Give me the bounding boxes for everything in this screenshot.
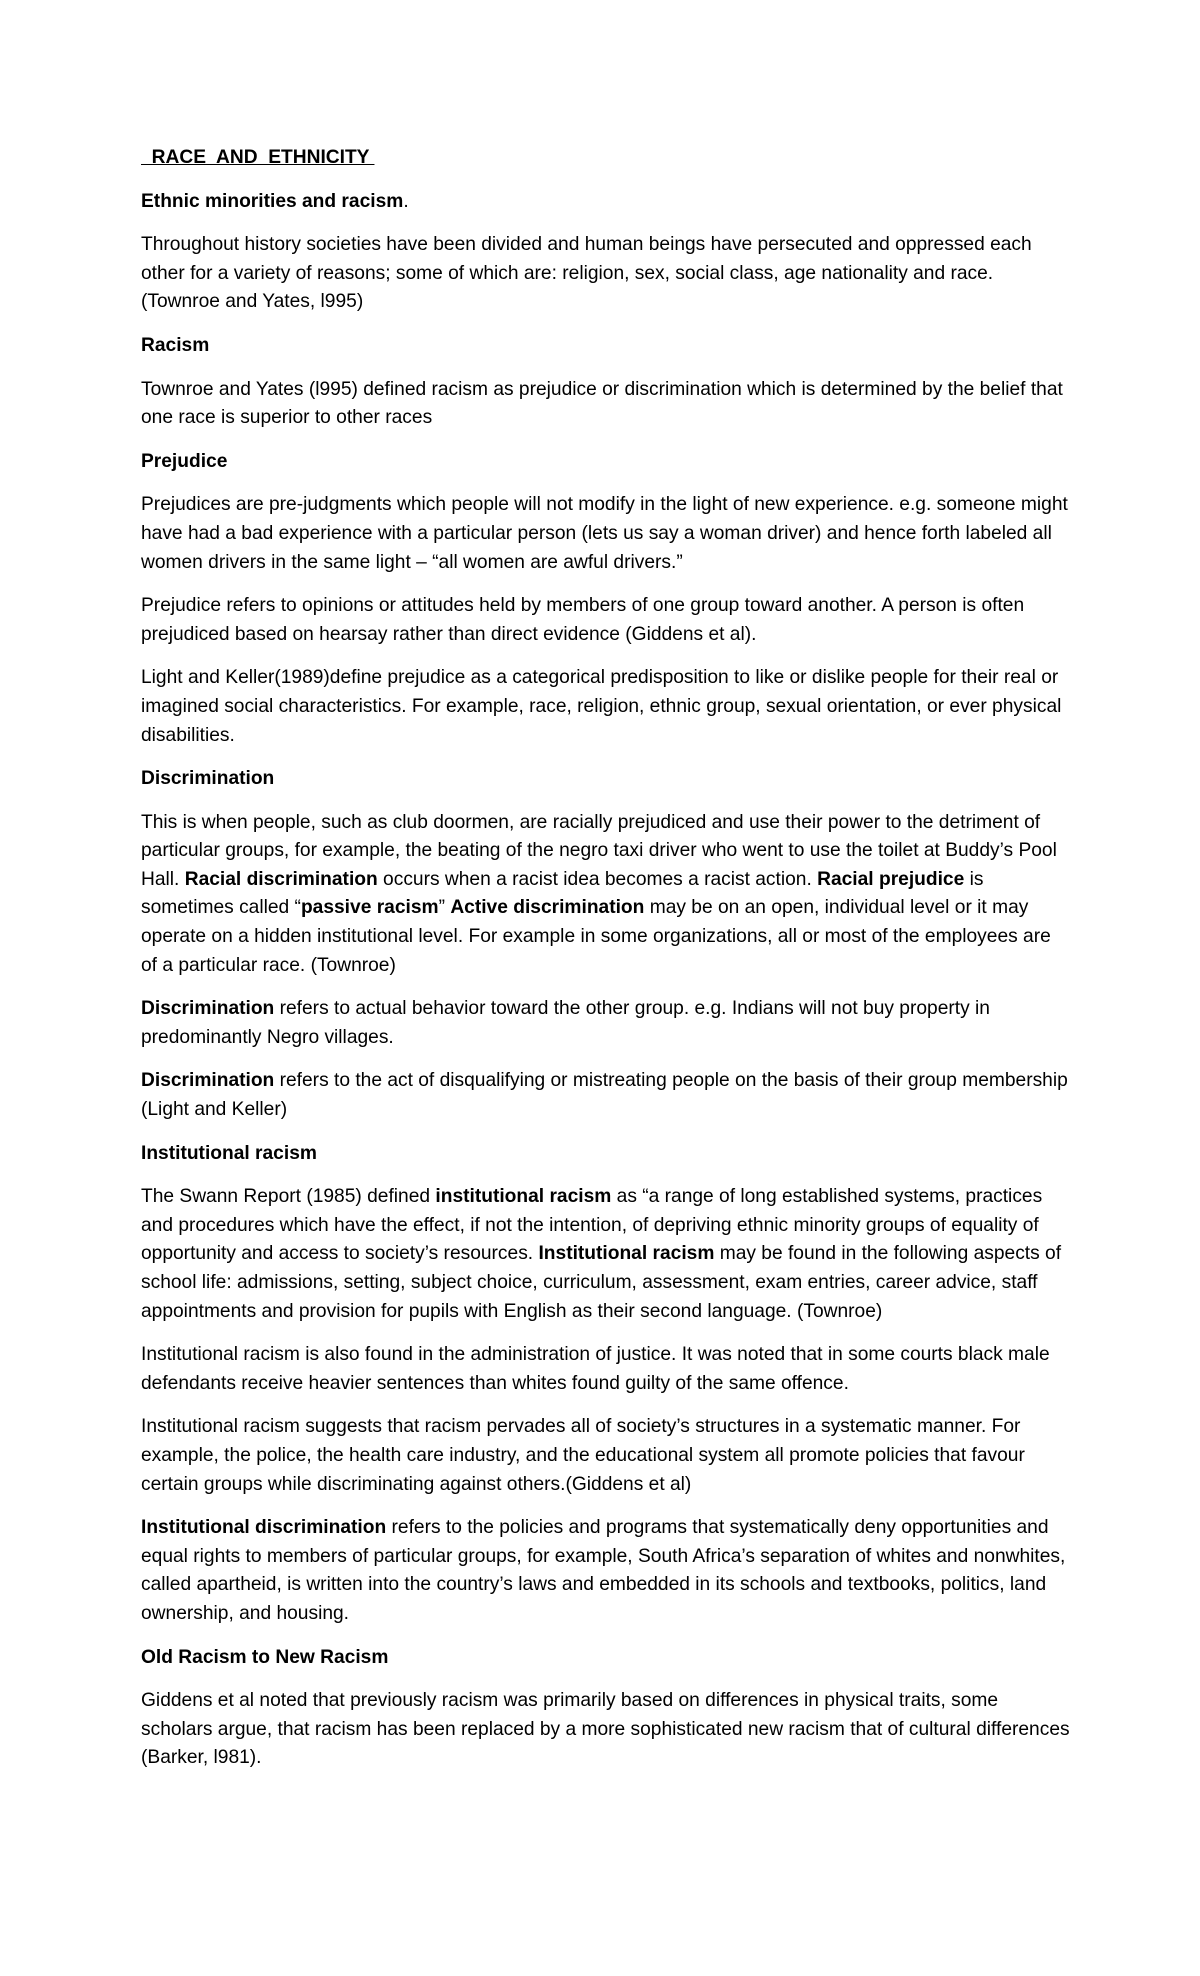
paragraph-prejudice-3: Light and Keller(1989)define prejudice as a categorical predisposition to like or dislike people for their real or imagined social characteristics. For example, race, religion, ethnic group, sexual orientation, or ever physical disabilities. [141,667,1062,746]
heading-ethnic-minorities-period: . [403,190,409,212]
paragraph-institutional-2: Institutional racism is also found in the administration of justice. It was noted that in some courts black male defendants receive heavier sentences than whites found guilty of the same offence. [141,1344,1050,1394]
text-run: is sometimes called “ [141,868,984,919]
bold-term-institutional-racism: institutional racism [435,1186,612,1208]
text-run: as “a range of long established systems, practices and procedures which have the effect, if not the intention, of depriving ethnic minority groups of equality of opportunity and access to society’s resources. [141,1186,1043,1265]
paragraph-prejudice-1: Prejudices are pre-judgments which people will not modify in the light of new experience. e.g. someone might have had a bad experience with a particular person (lets us say a woman driver) and hence forth labeled all women drivers in the same light – “all women are awful drivers.” [141,494,1068,573]
bold-term-discrimination: Discrimination [141,998,275,1020]
bold-term-racial-discrimination: Racial discrimination [184,868,378,890]
heading-ethnic-minorities-text: Ethnic minorities and racism [141,190,404,212]
paragraph-discrimination-2 [141,995,1071,1052]
text-run: This is when people, such as club doormen, are racially prejudiced and use their power to the detriment of particular groups, for example, the beating of the negro taxi driver who went to use the toilet at Buddy’s Pool Hall. [141,811,1057,890]
bold-term-racial-prejudice: Racial prejudice [817,868,965,890]
heading-old-to-new-racism: Old Racism to New Racism [141,1646,389,1668]
bold-term-active-discrimination: Active discrimination [450,897,645,919]
bold-term-institutional-discrimination: Institutional discrimination [141,1517,387,1539]
paragraph-discrimination-1 [141,809,1071,981]
bold-term-institutional-racism: Institutional racism [538,1243,715,1265]
document-title: RACE AND ETHNICITY [141,147,375,168]
paragraph-institutional-3: Institutional racism suggests that racism pervades all of society’s structures in a systematic manner. For example, the police, the health care industry, and the educational system all promote policies that favour certain groups while discriminating against others.(Giddens et al) [141,1416,1025,1495]
heading-ethnic-minorities [141,188,1071,217]
paragraph-old-new-racism: Giddens et al noted that previously racism was primarily based on differences in physical traits, some scholars argue, that racism has been replaced by a more sophisticated new racism that of cultural differences (Barker, l981). [141,1690,1070,1769]
paragraph-prejudice-2: Prejudice refers to opinions or attitudes held by members of one group toward another. A person is often prejudiced based on hearsay rather than direct evidence (Giddens et al). [141,595,1025,645]
bold-term-discrimination: Discrimination [141,1070,275,1092]
text-run: ” [438,897,451,919]
text-run: The Swann Report (1985) defined [141,1186,436,1208]
text-run: occurs when a racist idea becomes a racist action. [377,868,818,890]
text-run: may be on an open, individual level or it may operate on a hidden institutional level. For example in some organizations, all or most of the employees are of a particular race. (Townroe) [141,897,1051,976]
heading-prejudice: Prejudice [141,450,228,472]
paragraph-racism-definition: Townroe and Yates (l995) defined racism as prejudice or discrimination which is determined by the belief that one race is superior to other races [141,378,1063,429]
paragraph-discrimination-3 [141,1067,1071,1124]
heading-discrimination: Discrimination [141,768,275,790]
paragraph-history: Throughout history societies have been divided and human beings have persecuted and oppressed each other for a variety of reasons; some of which are: religion, sex, social class, age nationality and race. (Townroe and Yates, l995) [141,234,1032,313]
paragraph-institutional-4 [141,1514,1071,1628]
bold-term-passive-racism: passive racism [300,897,439,919]
text-run: refers to the policies and programs that systematically deny opportunities and equal rights to members of particular groups, for example, South Africa’s separation of whites and nonwhites, called apartheid, is written into the country’s laws and embedded in its schools and textbooks, politics, land ownership, and housing. [141,1517,1066,1624]
document-body [141,144,1071,1788]
text-run: refers to the act of disqualifying or mistreating people on the basis of their group membership (Light and Keller) [141,1070,1068,1121]
heading-racism: Racism [141,334,210,356]
text-run: refers to actual behavior toward the other group. e.g. Indians will not buy property in predominantly Negro villages. [141,998,990,1048]
paragraph-institutional-1 [141,1183,1071,1326]
text-run: may be found in the following aspects of school life: admissions, setting, subject choice, curriculum, assessment, exam entries, career advice, staff appointments and provision for pupils with English as their second language. (Townroe) [141,1243,1062,1322]
heading-institutional-racism: Institutional racism [141,1142,317,1164]
